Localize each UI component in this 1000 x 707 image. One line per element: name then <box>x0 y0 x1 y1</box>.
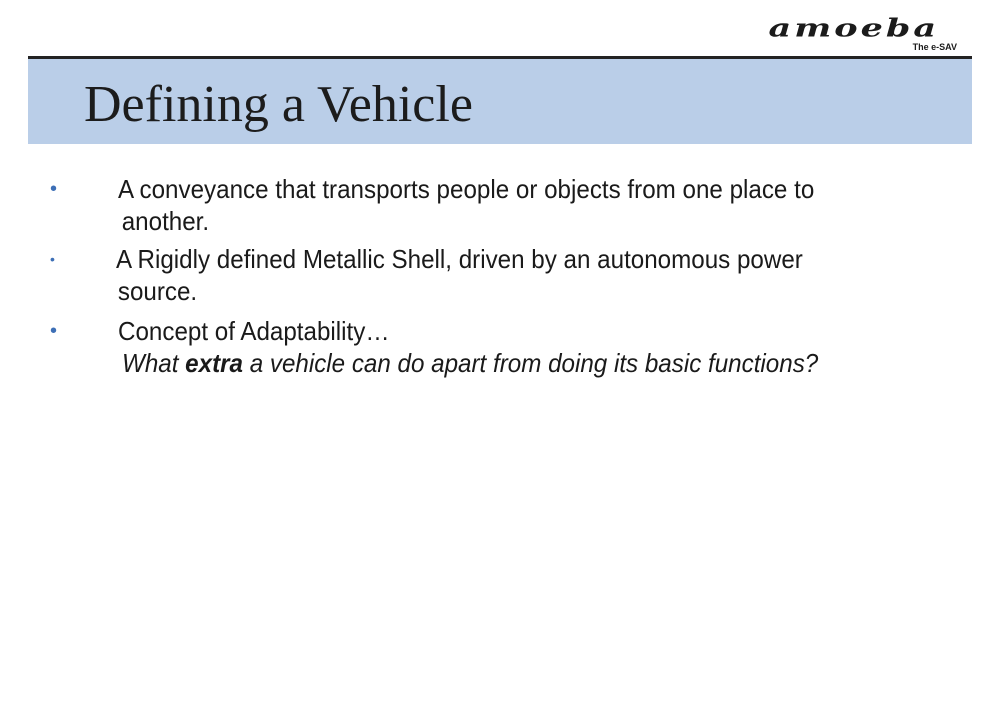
title-band <box>28 59 972 144</box>
subtext-after: a vehicle can do apart from doing its basic functions? <box>242 348 819 378</box>
subtext-emphasis: extra <box>185 348 243 378</box>
bullet-dot-icon: • <box>50 178 58 200</box>
bullet-line: Concept of Adaptability… <box>118 316 390 346</box>
bullet-line: A Rigidly defined Metallic Shell, driven by an autonomous power <box>116 244 803 274</box>
bullet-line: A conveyance that transports people or objects from one place to <box>118 174 815 204</box>
bullet-line-continued: another. <box>121 206 210 236</box>
amoeba-logo <box>725 14 965 58</box>
bullet-text <box>118 173 825 237</box>
slide-title: Defining a Vehicle <box>84 76 473 133</box>
subtext-before: What <box>122 348 186 378</box>
logo-wordmark: amoeba <box>768 13 939 43</box>
bullet-dot-icon: • <box>50 251 55 267</box>
logo-tagline: The e-SAV <box>912 42 957 52</box>
bullet-dot-icon: • <box>50 320 58 342</box>
bullet-line-continued: source. <box>117 276 198 306</box>
bullet-subtext <box>122 347 818 379</box>
bullet-text <box>116 243 823 307</box>
bullet-text <box>118 315 825 347</box>
